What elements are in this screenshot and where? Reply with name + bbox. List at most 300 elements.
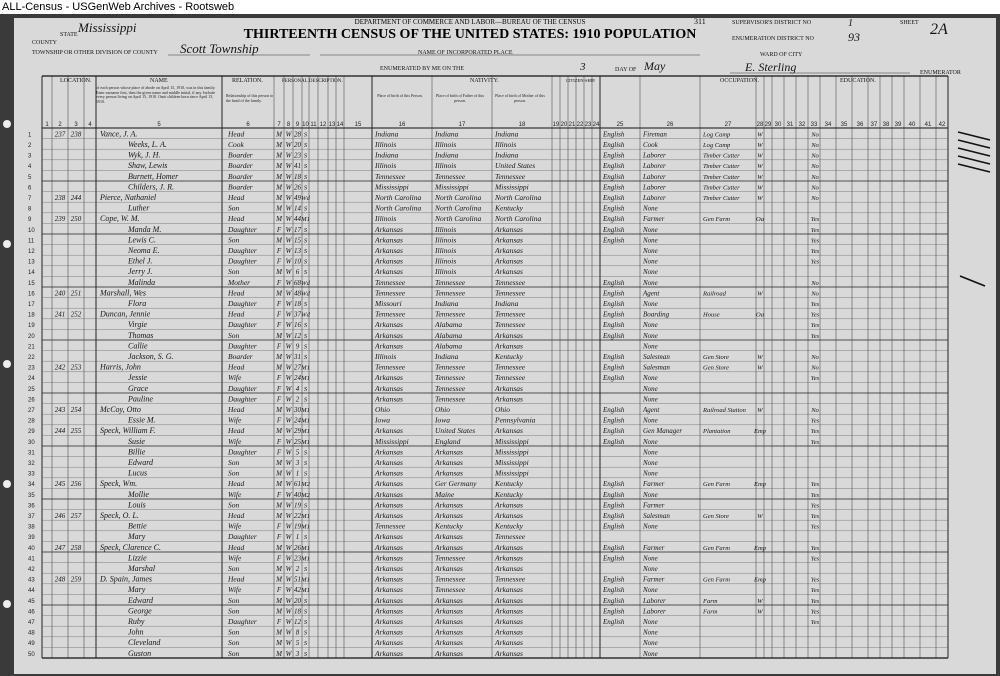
- relation: Daughter: [228, 320, 257, 330]
- age: 41: [294, 162, 301, 171]
- line-number: 26: [28, 397, 35, 404]
- line-number: 16: [28, 291, 35, 298]
- mother-birthplace: Tennessee: [495, 171, 526, 181]
- occupation-trade: Laborer: [643, 596, 666, 605]
- column-index: 35: [840, 122, 848, 128]
- section-citizenship: CITIZEN-SHIP.: [566, 78, 596, 83]
- relation: Head: [228, 193, 245, 202]
- person-name: Virgie: [128, 320, 148, 330]
- father-birthplace: Ger Germany: [435, 479, 477, 489]
- sex: F: [276, 321, 282, 330]
- person-name: Grace: [128, 383, 148, 393]
- age: 14: [294, 204, 301, 213]
- sex: M: [276, 215, 282, 224]
- line-number: 7: [28, 196, 32, 202]
- age: 15: [294, 236, 301, 245]
- sex: M: [276, 236, 282, 245]
- section-relation: RELATION.: [232, 78, 263, 84]
- literacy: Yes: [810, 619, 820, 626]
- race: W: [285, 533, 292, 542]
- father-birthplace: Arkansas: [435, 638, 463, 648]
- mother-birthplace: Arkansas: [495, 394, 523, 404]
- dwelling-number: 243: [54, 406, 66, 414]
- language: English: [603, 289, 625, 298]
- race: W: [285, 183, 292, 192]
- literacy: Yes: [810, 216, 820, 224]
- column-index: 21: [568, 122, 576, 128]
- line-number: 13: [28, 259, 35, 266]
- birthplace: Iowa: [375, 415, 390, 425]
- age: 13: [294, 247, 301, 255]
- race: W: [285, 162, 292, 171]
- age: 5: [295, 639, 300, 648]
- relation: Daughter: [228, 447, 257, 457]
- column-index: 15: [354, 122, 362, 128]
- occupation-trade: None: [643, 395, 658, 404]
- relation: Head: [228, 574, 245, 584]
- occupation-trade: Laborer: [643, 183, 666, 192]
- birthplace: Tennessee: [375, 288, 406, 298]
- father-birthplace: Ohio: [435, 405, 450, 414]
- person-name: Pauline: [128, 394, 153, 404]
- literacy: Yes: [810, 375, 820, 383]
- dwelling-number: 237: [54, 130, 66, 139]
- occupation-trade: Gen Manager: [643, 427, 683, 436]
- marital-status: S: [303, 597, 308, 605]
- person-name: Burnett, Homer: [128, 171, 179, 181]
- age: 17: [294, 225, 301, 234]
- sex: M: [276, 331, 282, 340]
- age: 1: [295, 469, 300, 478]
- sex: M: [276, 183, 282, 192]
- occupation-industry: Railroad Station: [703, 407, 746, 414]
- mother-birthplace: Indiana: [495, 150, 519, 160]
- marital-status: S: [303, 566, 308, 573]
- age: 26: [294, 183, 301, 192]
- birthplace: Arkansas: [375, 617, 403, 626]
- sex: M: [276, 151, 282, 160]
- column-index: 6: [246, 122, 250, 128]
- mother-birthplace: Arkansas: [495, 638, 523, 648]
- occupation-industry: Timber Cutter: [703, 184, 740, 192]
- occupation-trade: None: [643, 628, 658, 637]
- occupation-industry: Plantation: [703, 428, 731, 436]
- language: English: [603, 225, 625, 234]
- mother-birthplace: Kentucky: [495, 479, 523, 489]
- line-number: 34: [28, 482, 35, 489]
- family-number: 258: [70, 543, 82, 552]
- language: English: [603, 607, 625, 616]
- occupation-industry: Timber Cutter: [703, 195, 740, 202]
- language: English: [603, 522, 625, 531]
- sex: F: [276, 437, 282, 446]
- column-index: 34: [824, 122, 832, 128]
- line-number: 48: [28, 630, 35, 637]
- birthplace: Arkansas: [375, 564, 403, 573]
- person-name: Speck, O. L.: [100, 511, 139, 520]
- column-index: 17: [458, 122, 466, 128]
- race: W: [285, 448, 292, 457]
- occupation-industry: Timber Cutter: [703, 173, 740, 181]
- mother-birthplace: Ohio: [495, 405, 510, 414]
- line-number: 28: [28, 418, 35, 425]
- race: W: [285, 607, 292, 616]
- dwelling-number: 244: [54, 427, 66, 436]
- person-name: Speck, Wm.: [100, 479, 138, 489]
- mother-birthplace: Illinois: [495, 140, 517, 149]
- person-name: Luther: [128, 203, 150, 213]
- sex: M: [276, 512, 282, 520]
- column-index: 24: [592, 122, 600, 128]
- sex: M: [276, 162, 282, 171]
- marital-status: M1: [301, 216, 310, 224]
- person-name: Marshall, Wes: [100, 288, 146, 298]
- mother-birthplace: Arkansas: [495, 224, 523, 234]
- race: W: [285, 130, 292, 139]
- relation: Boarder: [228, 171, 253, 181]
- father-birthplace: Arkansas: [435, 468, 463, 478]
- relation: Head: [228, 511, 245, 520]
- person-name: Neoma E.: [128, 246, 160, 255]
- nativity-header-birth: Place of birth of this Person.: [377, 94, 423, 98]
- township-label: TOWNSHIP OR OTHER DIVISION OF COUNTY: [32, 50, 158, 56]
- birthplace: Indiana: [375, 129, 399, 139]
- person-name: Mary: [128, 532, 146, 542]
- census-form: [0, 14, 1000, 676]
- employer-code: Emp: [754, 481, 766, 489]
- father-birthplace: Alabama: [435, 341, 463, 351]
- employer-code: W: [757, 364, 763, 372]
- column-index: 26: [666, 122, 674, 128]
- occupation-industry: House: [703, 311, 720, 319]
- race: W: [285, 512, 292, 520]
- county-label: COUNTY: [32, 40, 57, 46]
- mother-birthplace: Arkansas: [495, 511, 523, 520]
- person-name: Harris, John: [100, 362, 141, 372]
- column-index: 12: [319, 122, 327, 128]
- line-number: 2: [28, 143, 32, 149]
- marital-status: M1: [301, 417, 310, 425]
- literacy: Yes: [810, 258, 820, 266]
- line-number: 30: [28, 439, 35, 446]
- mother-birthplace: Mississippi: [495, 468, 529, 478]
- relation: Wife: [228, 415, 242, 425]
- language: English: [603, 215, 625, 224]
- column-index: 16: [398, 122, 406, 128]
- family-number: 250: [70, 215, 82, 224]
- relation: Son: [228, 235, 240, 245]
- age: 18: [294, 300, 301, 308]
- occupation-industry: Gen Farm: [703, 544, 730, 552]
- birthplace: Illinois: [375, 352, 397, 361]
- marital-status: M1: [301, 544, 310, 552]
- literacy: No: [811, 195, 819, 202]
- marital-status: M1: [301, 555, 310, 563]
- age: 2: [295, 565, 300, 573]
- nativity-header-mother: Place of birth of Mother of this person.: [495, 94, 545, 103]
- sex: M: [276, 194, 282, 202]
- race: W: [285, 257, 292, 266]
- column-index: 7: [277, 122, 281, 128]
- person-name: Childers, J. R.: [128, 182, 174, 192]
- language: English: [603, 437, 625, 446]
- language: English: [603, 618, 625, 626]
- relation: Head: [228, 405, 245, 414]
- literacy: Yes: [810, 311, 820, 319]
- line-number: 33: [28, 471, 35, 478]
- marital-status: S: [303, 629, 308, 637]
- age: 30: [294, 406, 301, 414]
- sex: M: [276, 130, 282, 139]
- race: W: [285, 459, 292, 467]
- age: 23: [294, 151, 301, 160]
- column-index: 42: [938, 122, 946, 128]
- occupation-trade: None: [643, 278, 658, 287]
- relation: Son: [228, 648, 240, 658]
- marital-status: S: [303, 354, 308, 361]
- age: 19: [294, 501, 301, 510]
- line-number: 17: [28, 302, 35, 308]
- language: English: [603, 480, 625, 489]
- marital-status: S: [303, 385, 308, 393]
- father-birthplace: North Carolina: [435, 193, 482, 202]
- family-number: 244: [70, 194, 82, 202]
- sex: M: [276, 575, 282, 584]
- marital-status: M1: [301, 407, 310, 414]
- person-name: Marshal: [128, 564, 156, 573]
- column-index: 38: [882, 122, 890, 128]
- mother-birthplace: Arkansas: [495, 627, 523, 637]
- line-number: 38: [28, 524, 35, 531]
- birthplace: Arkansas: [375, 256, 403, 266]
- literacy: Yes: [810, 322, 820, 330]
- father-birthplace: Illinois: [435, 235, 457, 245]
- literacy: No: [811, 364, 819, 372]
- month-value: May: [644, 59, 666, 73]
- race: W: [285, 522, 292, 531]
- birthplace: Arkansas: [375, 574, 403, 584]
- father-birthplace: Iowa: [435, 415, 450, 425]
- place-label: NAME OF INCORPORATED PLACE: [418, 50, 513, 56]
- race: W: [285, 310, 292, 319]
- person-name: McCoy, Otto: [100, 405, 141, 414]
- father-birthplace: Tennessee: [435, 394, 466, 404]
- literacy: Yes: [810, 544, 820, 552]
- father-birthplace: North Carolina: [435, 203, 482, 213]
- race: W: [285, 618, 292, 626]
- race: W: [285, 236, 292, 245]
- language: English: [603, 575, 625, 584]
- occupation-trade: None: [643, 522, 658, 531]
- relation: Head: [228, 214, 245, 224]
- sex: M: [276, 459, 282, 467]
- language: English: [603, 194, 625, 202]
- window-title: ALL-Census - USGenWeb Archives - Rootsweb: [0, 0, 1000, 14]
- race: W: [285, 342, 292, 351]
- father-birthplace: Arkansas: [435, 617, 463, 626]
- marital-status: S: [303, 470, 308, 478]
- sex: M: [276, 268, 282, 277]
- age: 20: [294, 596, 301, 605]
- mother-birthplace: Kentucky: [495, 521, 523, 531]
- age: 19: [294, 522, 301, 531]
- father-birthplace: Indiana: [435, 129, 459, 139]
- mother-birthplace: Arkansas: [495, 564, 523, 573]
- literacy: Yes: [810, 523, 820, 531]
- township-value: Scott Township: [180, 41, 259, 56]
- sheet-value: 2A: [930, 21, 948, 38]
- marital-status: S: [303, 449, 308, 457]
- sex: F: [276, 278, 282, 287]
- occupation-trade: Laborer: [643, 172, 666, 181]
- sex: M: [276, 639, 282, 648]
- line-number: 5: [28, 174, 32, 181]
- age: 31: [294, 353, 301, 361]
- language: English: [603, 331, 625, 340]
- occupation-trade: None: [643, 618, 658, 626]
- father-birthplace: Arkansas: [435, 648, 463, 658]
- mother-birthplace: Tennessee: [495, 373, 526, 383]
- language: English: [603, 321, 625, 330]
- race: W: [285, 374, 292, 383]
- column-index: 40: [908, 122, 916, 128]
- marital-status: S: [303, 205, 308, 213]
- literacy: Yes: [810, 576, 820, 584]
- person-name: Guston: [128, 648, 152, 658]
- person-name: Lewis C.: [128, 235, 157, 245]
- sex: F: [276, 448, 282, 457]
- father-birthplace: Alabama: [435, 330, 463, 340]
- race: W: [285, 300, 292, 308]
- day-value: 3: [580, 61, 586, 73]
- race: W: [285, 268, 292, 277]
- mother-birthplace: Arkansas: [495, 542, 523, 552]
- employer-code: W: [757, 152, 763, 160]
- sex: F: [276, 533, 282, 542]
- sex: F: [276, 416, 282, 425]
- ward-label: WARD OF CITY: [760, 52, 803, 58]
- nativity-header-father: Place of birth of Father of this person.: [435, 94, 485, 103]
- race: W: [285, 406, 292, 414]
- age: 26: [294, 543, 301, 552]
- sex: F: [276, 586, 282, 595]
- person-name: Manda M.: [128, 224, 162, 234]
- occupation-industry: Gen Farm: [703, 216, 730, 224]
- relation: Cook: [228, 140, 244, 149]
- birthplace: Arkansas: [375, 648, 403, 658]
- occupation-trade: Fireman: [643, 130, 667, 139]
- marital-status: S: [303, 650, 308, 658]
- marital-status: S: [303, 142, 308, 149]
- relation: Boarder: [228, 182, 253, 192]
- birthplace: Arkansas: [375, 341, 403, 351]
- section-personal: PERSONAL DESCRIPTION.: [282, 79, 343, 84]
- race: W: [285, 416, 292, 425]
- relation: Son: [228, 606, 240, 616]
- person-name: Shaw, Lewis: [128, 161, 168, 171]
- race: W: [285, 649, 292, 658]
- age: 25: [294, 437, 301, 446]
- birthplace: North Carolina: [375, 193, 422, 202]
- relation: Head: [228, 288, 245, 298]
- sex: M: [276, 649, 282, 658]
- age: 68: [294, 278, 301, 287]
- county-value: Mississippi: [78, 20, 137, 35]
- employer-code: W: [757, 163, 763, 171]
- race: W: [285, 204, 292, 213]
- father-birthplace: England: [435, 436, 461, 446]
- relation: Boarder: [228, 352, 253, 361]
- age: 48: [294, 289, 301, 298]
- relation-instructions: Relationship of this person to the head of the family.: [226, 94, 274, 103]
- age: 18: [294, 172, 301, 181]
- occupation-industry: Railroad: [703, 290, 726, 298]
- relation: Boarder: [228, 161, 253, 171]
- employer-code: W: [757, 354, 763, 361]
- relation: Son: [228, 564, 240, 573]
- birthplace: Arkansas: [375, 373, 403, 383]
- race: W: [285, 437, 292, 446]
- relation: Daughter: [228, 383, 257, 393]
- relation: Wife: [228, 585, 242, 595]
- father-birthplace: Arkansas: [435, 511, 463, 520]
- person-name: Malinda: [128, 277, 156, 287]
- sex: M: [276, 501, 282, 510]
- column-index: 27: [724, 122, 732, 128]
- employer-code: Oa: [756, 311, 764, 319]
- race: W: [285, 628, 292, 637]
- relation: Daughter: [228, 246, 257, 255]
- relation: Wife: [228, 521, 242, 531]
- sex: M: [276, 406, 282, 414]
- occupation-trade: None: [643, 204, 658, 213]
- person-name: Wyk, J. H.: [128, 150, 161, 160]
- language: English: [603, 554, 625, 563]
- race: W: [285, 596, 292, 605]
- employer-code: Emp: [754, 428, 766, 436]
- literacy: Yes: [810, 502, 820, 510]
- relation: Daughter: [228, 394, 257, 404]
- sex: M: [276, 607, 282, 616]
- birthplace: Arkansas: [375, 394, 403, 404]
- dwelling-number: 238: [54, 194, 66, 202]
- relation: Head: [228, 542, 245, 552]
- person-name: Vance, J. A.: [100, 129, 138, 139]
- family-number: 259: [70, 575, 82, 584]
- language: English: [603, 416, 625, 425]
- marital-status: S: [303, 248, 308, 255]
- occupation-trade: None: [643, 459, 658, 467]
- father-birthplace: Indiana: [435, 352, 459, 361]
- relation: Son: [228, 203, 240, 213]
- mother-birthplace: Arkansas: [495, 330, 523, 340]
- birthplace: Arkansas: [375, 606, 403, 616]
- marital-status: M2: [301, 481, 310, 489]
- race: W: [285, 575, 292, 584]
- occupation-trade: Laborer: [643, 194, 666, 202]
- name-instructions: of each person whose place of abode on April 15, 1910, was in this family. Enter surname first, then the given name and middle initial, if any. Include every person living on April 15, 1910. Omit children born since April 15, 1910.: [96, 86, 216, 104]
- marital-status: S: [303, 502, 308, 510]
- column-index: 11: [310, 122, 317, 128]
- father-birthplace: Illinois: [435, 161, 457, 171]
- person-name: Edward: [128, 595, 154, 605]
- section-name: NAME: [150, 78, 168, 84]
- marital-status: S: [303, 619, 308, 626]
- occupation-trade: Farmer: [643, 543, 665, 552]
- literacy: Yes: [810, 513, 820, 520]
- father-birthplace: Alabama: [435, 320, 463, 330]
- race: W: [285, 363, 292, 372]
